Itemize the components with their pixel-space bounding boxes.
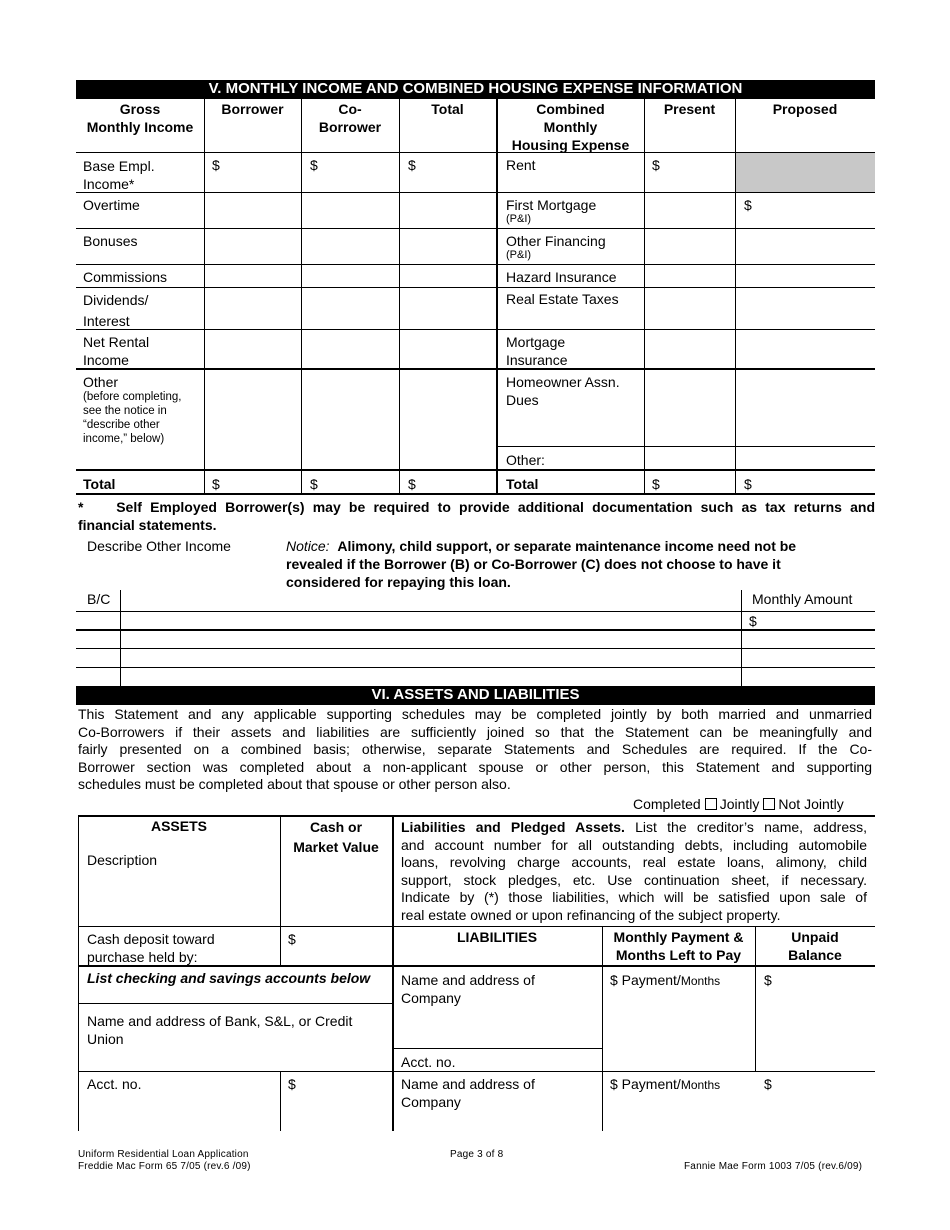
row-mortgage-insurance: Mortgage Insurance [506,334,568,368]
grid-line [76,493,875,495]
row-homeowner-assn-dues: Homeowner Assn. Dues [506,374,620,408]
dollar-sign: $ [288,1076,296,1092]
monthly-payment-header: Monthly Payment & Months Left to Pay [613,929,744,963]
grid-line [76,329,875,330]
grid-line [120,590,121,686]
row-other-income-note: (before completing, see the notice in “describe other income,” below) [83,391,182,445]
header-combined-housing-expense: Combined Monthly Housing Expense [511,101,630,153]
section-vi-title-bar [76,686,875,705]
self-employed-note-line1: * Self Employed Borrower(s) may be required to provide additional documentation such as tax returns and [78,499,876,515]
grid-line [496,99,498,494]
liabilities-instructions: Liabilities and Pledged Assets. List the creditor’s name, address, and account number for all outstanding debts, including automobile loans, revolving charge accounts, real estate loans, alimony, child support, stock pledges, etc. Use continuation sheet, if necessary. Indicate by (*) those liabilities, which will be satisfied upon sale of real estate owned or upon refinancing of the subject property. [401,819,867,923]
row-other-financing: Other Financing [506,233,606,249]
grid-line [280,1071,281,1131]
row-first-mortgage: First Mortgage [506,197,597,213]
grid-line [78,926,875,927]
not-jointly-checkbox[interactable] [763,798,775,810]
dollar-sign: $ [310,476,318,492]
grid-line [76,264,875,265]
bc-header: B/C [87,591,111,607]
row-real-estate-taxes: Real Estate Taxes [506,291,619,307]
row-commissions: Commissions [83,269,168,285]
grid-line [741,590,742,686]
grid-line [76,368,875,370]
section-vi-title: VI. ASSETS AND LIABILITIES [371,686,580,703]
grid-line [497,446,875,447]
grid-line [392,1048,602,1049]
bank-name-address-label: Name and address of Bank, S&L, or Credit Union [87,1013,353,1047]
grid-line [76,192,875,193]
row-overtime: Overtime [83,197,140,213]
dollar-sign: $ [212,157,220,173]
dollar-sign: $ [408,476,416,492]
header-present: Present [663,101,716,117]
grid-line [204,99,205,494]
dollar-sign: $ [652,157,660,173]
row-rent: Rent [506,157,536,173]
row-other-income: Other [83,374,119,390]
dollar-sign: $ [408,157,416,173]
assets-intro-paragraph: This Statement and any applicable supporting schedules may be completed jointly by both married and unmarried Co-Borrowers if their assets and liabilities are sufficiently joined so that the Statement can be meaningfully and fairly presented on a combined basis; otherwise, separate Statements and Schedules are required. If the Co- Borrower section was completed about a non-applicant spouse or other person, this Statement and supporting schedules must be completed about that spouse or other person also. [78,706,872,793]
liabilities-header: LIABILITIES [456,929,538,945]
dollar-sign: $ [764,972,772,988]
notice-text: Notice: Alimony, child support, or separate maintenance income need not be revealed if the Borrower (B) or Co-Borrower (C) does not choose to have it considered for repaying this loan. [286,538,797,590]
cash-deposit-label: Cash deposit toward purchase held by: [87,931,215,965]
shaded-cell [736,153,875,192]
completed-options: Completed Jointly Not Jointly [633,796,844,812]
list-checking-savings-label: List checking and savings accounts below [87,970,371,986]
header-proposed: Proposed [772,101,838,117]
header-gross-monthly-income: Gross Monthly Income [86,101,194,135]
row-other-financing-pi: (P&I) [506,249,532,261]
dollar-sign: $ [744,197,752,213]
bank-acct-no-label: Acct. no. [87,1076,142,1092]
payment-months-1: $ Payment/Months [610,972,721,988]
footer-freddie-mac: Freddie Mac Form 65 7/05 (rev.6 /09) [78,1161,251,1172]
self-employed-note-line2: financial statements. [78,517,217,533]
grid-line [76,667,875,668]
section-v-title: V. MONTHLY INCOME AND COMBINED HOUSING EXPENSE INFORMATION [208,80,743,97]
grid-line [76,287,875,288]
row-dividends-interest: Dividends/ Interest [83,292,149,329]
dollar-sign: $ [744,476,752,492]
liability-acct-no-1: Acct. no. [401,1054,456,1070]
payment-months-2: $ Payment/Months [610,1076,721,1092]
header-borrower: Borrower [221,101,284,117]
grid-line [76,648,875,649]
grid-line [644,99,645,494]
row-first-mortgage-pi: (P&I) [506,213,532,225]
cash-market-value-header: Cash or Market Value [293,819,379,855]
description-header: Description [87,852,158,868]
unpaid-balance-header: Unpaid Balance [788,929,842,963]
monthly-amount-header: Monthly Amount [752,591,853,607]
row-other-expense: Other: [506,452,545,468]
describe-other-income-label: Describe Other Income [87,538,231,554]
footer-page-number: Page 3 of 8 [450,1149,504,1160]
row-base-empl-income: Base Empl. Income* [83,158,155,192]
dollar-sign: $ [212,476,220,492]
header-total: Total [431,101,464,117]
header-co-borrower: Co- Borrower [318,101,382,135]
section-v-title-bar [76,80,875,99]
row-hazard-insurance: Hazard Insurance [506,269,617,285]
grid-line [78,1071,875,1072]
dollar-sign: $ [764,1076,772,1092]
row-bonuses: Bonuses [83,233,138,249]
dollar-sign: $ [288,931,296,947]
grid-line [76,228,875,229]
dollar-sign: $ [310,157,318,173]
grid-line [78,815,79,1131]
grid-line [301,99,302,494]
dollar-sign: $ [749,613,757,629]
grid-line [78,1003,392,1004]
assets-header: ASSETS [150,818,207,834]
footer-fannie-mae: Fannie Mae Form 1003 7/05 (rev.6/09) [684,1161,863,1172]
row-total-income: Total [83,476,116,492]
row-net-rental-income: Net Rental Income [83,334,150,368]
jointly-checkbox[interactable] [705,798,717,810]
footer-form-title: Uniform Residential Loan Application [78,1149,249,1160]
liability-company-1: Name and address of Company [401,972,535,1006]
dollar-sign: $ [652,476,660,492]
grid-line [76,469,875,471]
liability-company-2: Name and address of Company [401,1076,535,1110]
grid-line [392,815,394,1131]
grid-line [399,99,400,494]
row-total-expense: Total [506,476,539,492]
